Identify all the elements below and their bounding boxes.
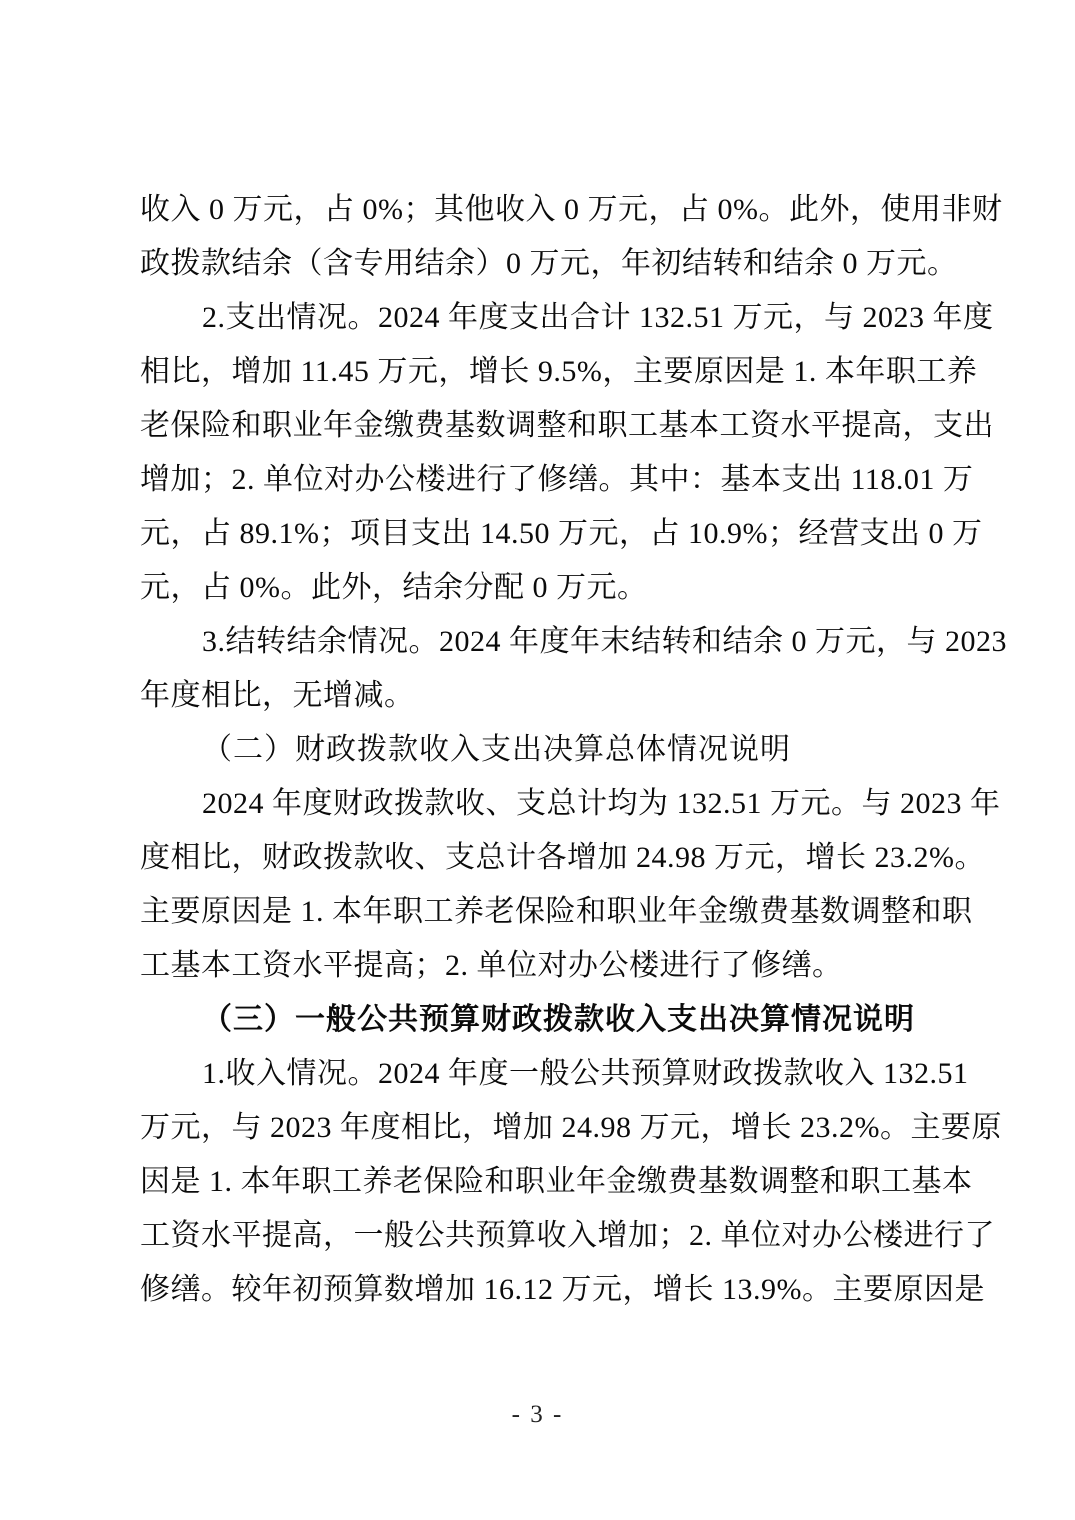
text-line: （三）一般公共预算财政拨款收入支出决算情况说明 [202,1003,915,1036]
text-line: 老保险和职业年金缴费基数调整和职工基本工资水平提高，支出 [140,409,994,442]
text-line: 因是 1. 本年职工养老保险和职业年金缴费基数调整和职工基本 [140,1165,973,1198]
text-line: 政拨款结余（含专用结余）0 万元，年初结转和结余 0 万元。 [140,247,958,280]
text-line: 元，占 0%。此外，结余分配 0 万元。 [140,571,648,604]
text-line: 收入 0 万元，占 0%；其他收入 0 万元，占 0%。此外，使用非财 [140,193,1003,226]
text-line: 2024 年度财政拨款收、支总计均为 132.51 万元。与 2023 年 [202,787,1001,820]
page-number: - 3 - [511,1401,564,1428]
text-line: 1.收入情况。2024 年度一般公共预算财政拨款收入 132.51 [202,1057,969,1090]
text-line: （二）财政拨款收入支出决算总体情况说明 [202,733,791,766]
text-line: 增加；2. 单位对办公楼进行了修缮。其中：基本支出 118.01 万 [140,463,974,496]
text-line: 工基本工资水平提高；2. 单位对办公楼进行了修缮。 [140,949,843,982]
text-line: 2.支出情况。2024 年度支出合计 132.51 万元，与 2023 年度 [202,301,994,334]
text-line: 修缮。较年初预算数增加 16.12 万元，增长 13.9%。主要原因是 [140,1273,985,1306]
text-line: 主要原因是 1. 本年职工养老保险和职业年金缴费基数调整和职 [140,895,973,928]
text-line: 3.结转结余情况。2024 年度年末结转和结余 0 万元，与 2023 [202,625,1007,658]
text-line: 相比，增加 11.45 万元，增长 9.5%，主要原因是 1. 本年职工养 [140,355,978,388]
text-line: 工资水平提高，一般公共预算收入增加；2. 单位对办公楼进行了 [140,1219,995,1252]
text-line: 元，占 89.1%；项目支出 14.50 万元，占 10.9%；经营支出 0 万 [140,517,983,550]
text-line: 年度相比，无增减。 [140,679,415,712]
text-block [140,183,1007,1317]
text-line: 万元，与 2023 年度相比，增加 24.98 万元，增长 23.2%。主要原 [140,1111,1002,1144]
text-line: 度相比，财政拨款收、支总计各增加 24.98 万元，增长 23.2%。 [140,841,985,874]
